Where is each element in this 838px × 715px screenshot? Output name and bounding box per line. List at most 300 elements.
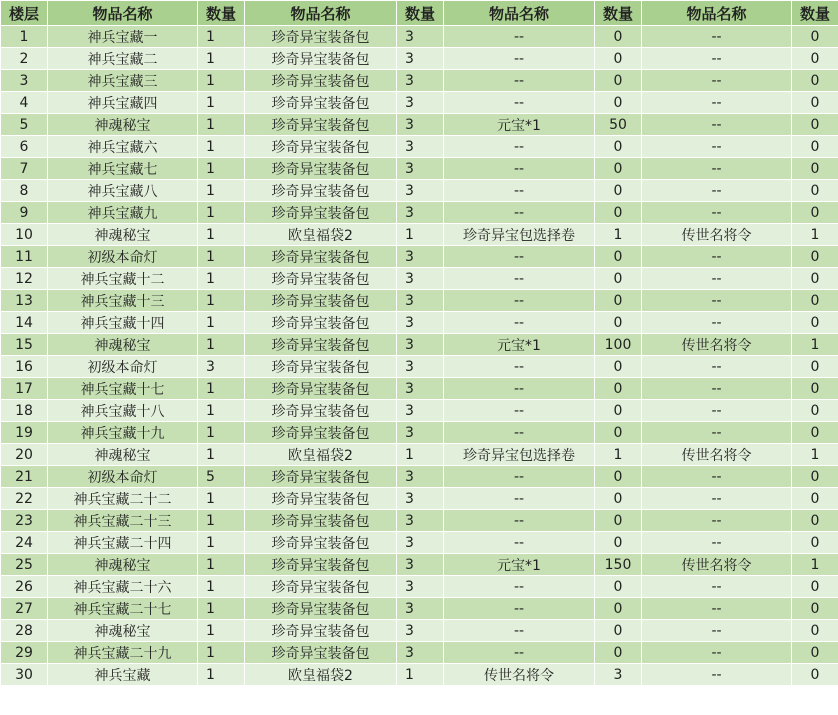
quantity-cell: 0 bbox=[595, 26, 642, 48]
quantity-cell: 3 bbox=[198, 356, 245, 378]
quantity-cell: 0 bbox=[792, 642, 838, 664]
quantity-cell: 1 bbox=[792, 444, 838, 466]
item-name-cell: 神兵宝藏二十二 bbox=[48, 488, 198, 510]
item-name-cell: 珍奇异宝装备包 bbox=[245, 290, 397, 312]
quantity-cell: 5 bbox=[198, 466, 245, 488]
item-name-cell: 珍奇异宝装备包 bbox=[245, 400, 397, 422]
quantity-cell: 1 bbox=[198, 444, 245, 466]
quantity-cell: 1 bbox=[198, 48, 245, 70]
item-name-cell: -- bbox=[642, 422, 792, 444]
quantity-cell: 1 bbox=[198, 180, 245, 202]
table-row bbox=[1, 488, 838, 510]
item-name-cell: -- bbox=[444, 378, 595, 400]
item-name-cell: 珍奇异宝装备包 bbox=[245, 26, 397, 48]
quantity-cell: 1 bbox=[198, 620, 245, 642]
item-name-cell: 珍奇异宝装备包 bbox=[245, 554, 397, 576]
table-row bbox=[1, 620, 838, 642]
quantity-cell: 1 bbox=[198, 312, 245, 334]
quantity-cell: 3 bbox=[397, 114, 444, 136]
quantity-cell: 3 bbox=[397, 488, 444, 510]
quantity-cell: 0 bbox=[595, 642, 642, 664]
item-name-cell: 神兵宝藏 bbox=[48, 664, 198, 686]
quantity-cell: 0 bbox=[595, 92, 642, 114]
quantity-cell: 3 bbox=[595, 664, 642, 686]
item-name-cell: 神兵宝藏十四 bbox=[48, 312, 198, 334]
item-name-cell: -- bbox=[444, 48, 595, 70]
quantity-cell: 1 bbox=[595, 444, 642, 466]
item-name-cell: 珍奇异宝装备包 bbox=[245, 510, 397, 532]
quantity-cell: 1 bbox=[397, 224, 444, 246]
floor-cell: 17 bbox=[1, 378, 48, 400]
quantity-cell: 0 bbox=[595, 378, 642, 400]
floor-cell: 3 bbox=[1, 70, 48, 92]
item-name-cell: 珍奇异宝装备包 bbox=[245, 334, 397, 356]
table-row bbox=[1, 422, 838, 444]
quantity-cell: 0 bbox=[595, 532, 642, 554]
quantity-cell: 0 bbox=[792, 158, 838, 180]
quantity-cell: 0 bbox=[595, 136, 642, 158]
floor-cell: 24 bbox=[1, 532, 48, 554]
quantity-cell: 0 bbox=[595, 466, 642, 488]
item-name-cell: -- bbox=[444, 510, 595, 532]
item-name-cell: -- bbox=[642, 576, 792, 598]
floor-cell: 22 bbox=[1, 488, 48, 510]
item-name-cell: 初级本命灯 bbox=[48, 356, 198, 378]
item-name-cell: 珍奇异宝装备包 bbox=[245, 620, 397, 642]
quantity-cell: 1 bbox=[198, 92, 245, 114]
quantity-cell: 0 bbox=[792, 268, 838, 290]
item-name-cell: 神兵宝藏九 bbox=[48, 202, 198, 224]
item-name-cell: -- bbox=[642, 400, 792, 422]
quantity-cell: 1 bbox=[198, 246, 245, 268]
quantity-cell: 1 bbox=[198, 268, 245, 290]
item-name-cell: -- bbox=[642, 114, 792, 136]
quantity-cell: 3 bbox=[397, 642, 444, 664]
header-item-name-3: 物品名称 bbox=[444, 1, 595, 26]
item-name-cell: 神兵宝藏三 bbox=[48, 70, 198, 92]
item-name-cell: 神兵宝藏十九 bbox=[48, 422, 198, 444]
quantity-cell: 50 bbox=[595, 114, 642, 136]
quantity-cell: 0 bbox=[595, 598, 642, 620]
table-row bbox=[1, 158, 838, 180]
item-name-cell: 珍奇异宝装备包 bbox=[245, 48, 397, 70]
quantity-cell: 1 bbox=[198, 26, 245, 48]
quantity-cell: 1 bbox=[198, 334, 245, 356]
quantity-cell: 3 bbox=[397, 136, 444, 158]
quantity-cell: 0 bbox=[792, 136, 838, 158]
table-row bbox=[1, 334, 838, 356]
item-name-cell: 神兵宝藏二十九 bbox=[48, 642, 198, 664]
table-row bbox=[1, 598, 838, 620]
quantity-cell: 1 bbox=[198, 510, 245, 532]
quantity-cell: 1 bbox=[198, 576, 245, 598]
quantity-cell: 0 bbox=[792, 422, 838, 444]
item-name-cell: 珍奇异宝装备包 bbox=[245, 576, 397, 598]
item-name-cell: 元宝*1 bbox=[444, 114, 595, 136]
item-name-cell: 神兵宝藏十八 bbox=[48, 400, 198, 422]
table-row bbox=[1, 532, 838, 554]
floor-cell: 7 bbox=[1, 158, 48, 180]
table-row bbox=[1, 268, 838, 290]
item-name-cell: -- bbox=[642, 268, 792, 290]
floor-cell: 15 bbox=[1, 334, 48, 356]
quantity-cell: 1 bbox=[198, 202, 245, 224]
item-name-cell: -- bbox=[444, 180, 595, 202]
item-name-cell: -- bbox=[642, 510, 792, 532]
item-name-cell: 神魂秘宝 bbox=[48, 620, 198, 642]
header-item-name-4: 物品名称 bbox=[642, 1, 792, 26]
item-name-cell: 珍奇异宝装备包 bbox=[245, 246, 397, 268]
floor-cell: 9 bbox=[1, 202, 48, 224]
quantity-cell: 1 bbox=[198, 114, 245, 136]
quantity-cell: 1 bbox=[198, 158, 245, 180]
item-name-cell: -- bbox=[444, 92, 595, 114]
floor-cell: 1 bbox=[1, 26, 48, 48]
item-name-cell: 神兵宝藏二 bbox=[48, 48, 198, 70]
table-row bbox=[1, 576, 838, 598]
quantity-cell: 0 bbox=[595, 422, 642, 444]
table-row bbox=[1, 114, 838, 136]
item-name-cell: 神兵宝藏一 bbox=[48, 26, 198, 48]
quantity-cell: 1 bbox=[198, 422, 245, 444]
item-name-cell: -- bbox=[444, 202, 595, 224]
header-quantity-1: 数量 bbox=[198, 1, 245, 26]
quantity-cell: 3 bbox=[397, 400, 444, 422]
floor-cell: 19 bbox=[1, 422, 48, 444]
floor-cell: 28 bbox=[1, 620, 48, 642]
item-name-cell: 神兵宝藏二十七 bbox=[48, 598, 198, 620]
quantity-cell: 3 bbox=[397, 378, 444, 400]
item-name-cell: -- bbox=[642, 136, 792, 158]
floor-cell: 2 bbox=[1, 48, 48, 70]
quantity-cell: 1 bbox=[198, 532, 245, 554]
header-floor: 楼层 bbox=[1, 1, 48, 26]
quantity-cell: 1 bbox=[792, 224, 838, 246]
item-name-cell: 珍奇异宝包选择卷 bbox=[444, 224, 595, 246]
item-name-cell: 神兵宝藏二十三 bbox=[48, 510, 198, 532]
table-row bbox=[1, 26, 838, 48]
quantity-cell: 1 bbox=[198, 488, 245, 510]
item-name-cell: 珍奇异宝装备包 bbox=[245, 598, 397, 620]
quantity-cell: 0 bbox=[792, 180, 838, 202]
quantity-cell: 1 bbox=[198, 598, 245, 620]
item-name-cell: -- bbox=[444, 70, 595, 92]
item-name-cell: -- bbox=[642, 466, 792, 488]
quantity-cell: 3 bbox=[397, 554, 444, 576]
floor-cell: 30 bbox=[1, 664, 48, 686]
item-name-cell: -- bbox=[444, 620, 595, 642]
quantity-cell: 1 bbox=[397, 664, 444, 686]
header-item-name-1: 物品名称 bbox=[48, 1, 198, 26]
quantity-cell: 1 bbox=[595, 224, 642, 246]
table-row bbox=[1, 224, 838, 246]
quantity-cell: 0 bbox=[792, 356, 838, 378]
item-name-cell: -- bbox=[642, 202, 792, 224]
item-name-cell: 珍奇异宝装备包 bbox=[245, 158, 397, 180]
quantity-cell: 0 bbox=[595, 48, 642, 70]
floor-cell: 20 bbox=[1, 444, 48, 466]
floor-cell: 16 bbox=[1, 356, 48, 378]
quantity-cell: 0 bbox=[792, 70, 838, 92]
quantity-cell: 1 bbox=[792, 334, 838, 356]
quantity-cell: 3 bbox=[397, 532, 444, 554]
item-name-cell: -- bbox=[642, 48, 792, 70]
floor-cell: 27 bbox=[1, 598, 48, 620]
item-name-cell: 珍奇异宝包选择卷 bbox=[444, 444, 595, 466]
floor-cell: 23 bbox=[1, 510, 48, 532]
quantity-cell: 0 bbox=[595, 400, 642, 422]
table-row bbox=[1, 180, 838, 202]
quantity-cell: 3 bbox=[397, 598, 444, 620]
header-item-name-2: 物品名称 bbox=[245, 1, 397, 26]
table-row bbox=[1, 136, 838, 158]
floor-cell: 6 bbox=[1, 136, 48, 158]
floor-cell: 26 bbox=[1, 576, 48, 598]
quantity-cell: 3 bbox=[397, 422, 444, 444]
quantity-cell: 3 bbox=[397, 70, 444, 92]
quantity-cell: 0 bbox=[792, 576, 838, 598]
quantity-cell: 1 bbox=[198, 554, 245, 576]
item-name-cell: 珍奇异宝装备包 bbox=[245, 356, 397, 378]
floor-cell: 10 bbox=[1, 224, 48, 246]
quantity-cell: 0 bbox=[792, 664, 838, 686]
item-name-cell: 欧皇福袋2 bbox=[245, 444, 397, 466]
floor-cell: 29 bbox=[1, 642, 48, 664]
quantity-cell: 3 bbox=[397, 26, 444, 48]
quantity-cell: 0 bbox=[595, 312, 642, 334]
floor-cell: 13 bbox=[1, 290, 48, 312]
item-name-cell: -- bbox=[642, 26, 792, 48]
quantity-cell: 0 bbox=[792, 290, 838, 312]
item-name-cell: 珍奇异宝装备包 bbox=[245, 642, 397, 664]
item-name-cell: -- bbox=[642, 290, 792, 312]
item-name-cell: -- bbox=[642, 664, 792, 686]
quantity-cell: 3 bbox=[397, 334, 444, 356]
item-name-cell: 神兵宝藏二十六 bbox=[48, 576, 198, 598]
item-name-cell: 神兵宝藏十七 bbox=[48, 378, 198, 400]
quantity-cell: 0 bbox=[595, 180, 642, 202]
floor-cell: 18 bbox=[1, 400, 48, 422]
quantity-cell: 3 bbox=[397, 466, 444, 488]
quantity-cell: 0 bbox=[792, 48, 838, 70]
quantity-cell: 0 bbox=[595, 620, 642, 642]
item-name-cell: -- bbox=[642, 70, 792, 92]
item-name-cell: 传世名将令 bbox=[642, 224, 792, 246]
item-name-cell: -- bbox=[444, 642, 595, 664]
item-name-cell: 传世名将令 bbox=[642, 444, 792, 466]
quantity-cell: 3 bbox=[397, 180, 444, 202]
quantity-cell: 0 bbox=[792, 532, 838, 554]
item-name-cell: -- bbox=[444, 290, 595, 312]
table-row bbox=[1, 466, 838, 488]
item-name-cell: -- bbox=[642, 642, 792, 664]
quantity-cell: 0 bbox=[792, 620, 838, 642]
item-name-cell: 神魂秘宝 bbox=[48, 334, 198, 356]
quantity-cell: 0 bbox=[792, 246, 838, 268]
quantity-cell: 3 bbox=[397, 312, 444, 334]
floor-cell: 4 bbox=[1, 92, 48, 114]
quantity-cell: 0 bbox=[595, 290, 642, 312]
quantity-cell: 3 bbox=[397, 290, 444, 312]
item-name-cell: -- bbox=[444, 532, 595, 554]
table-row bbox=[1, 400, 838, 422]
quantity-cell: 0 bbox=[792, 26, 838, 48]
item-name-cell: -- bbox=[642, 92, 792, 114]
item-name-cell: -- bbox=[642, 356, 792, 378]
floor-cell: 21 bbox=[1, 466, 48, 488]
floor-cell: 11 bbox=[1, 246, 48, 268]
item-name-cell: -- bbox=[444, 136, 595, 158]
quantity-cell: 0 bbox=[792, 378, 838, 400]
quantity-cell: 0 bbox=[792, 92, 838, 114]
floor-cell: 12 bbox=[1, 268, 48, 290]
quantity-cell: 1 bbox=[198, 400, 245, 422]
quantity-cell: 1 bbox=[198, 664, 245, 686]
item-name-cell: -- bbox=[642, 488, 792, 510]
floor-cell: 5 bbox=[1, 114, 48, 136]
quantity-cell: 1 bbox=[198, 378, 245, 400]
quantity-cell: 3 bbox=[397, 356, 444, 378]
item-name-cell: 珍奇异宝装备包 bbox=[245, 378, 397, 400]
item-name-cell: -- bbox=[444, 598, 595, 620]
quantity-cell: 3 bbox=[397, 576, 444, 598]
item-name-cell: -- bbox=[642, 158, 792, 180]
item-name-cell: -- bbox=[444, 400, 595, 422]
floor-cell: 14 bbox=[1, 312, 48, 334]
item-name-cell: -- bbox=[444, 268, 595, 290]
quantity-cell: 0 bbox=[792, 114, 838, 136]
table-row bbox=[1, 356, 838, 378]
quantity-cell: 0 bbox=[595, 510, 642, 532]
item-name-cell: 神魂秘宝 bbox=[48, 444, 198, 466]
item-name-cell: -- bbox=[444, 246, 595, 268]
item-name-cell: 珍奇异宝装备包 bbox=[245, 202, 397, 224]
quantity-cell: 0 bbox=[595, 576, 642, 598]
item-name-cell: -- bbox=[642, 620, 792, 642]
quantity-cell: 0 bbox=[792, 400, 838, 422]
quantity-cell: 0 bbox=[595, 356, 642, 378]
item-name-cell: -- bbox=[444, 356, 595, 378]
item-name-cell: 珍奇异宝装备包 bbox=[245, 70, 397, 92]
quantity-cell: 1 bbox=[198, 70, 245, 92]
table-row bbox=[1, 444, 838, 466]
item-name-cell: 珍奇异宝装备包 bbox=[245, 92, 397, 114]
item-name-cell: 初级本命灯 bbox=[48, 466, 198, 488]
table-row bbox=[1, 202, 838, 224]
item-name-cell: 传世名将令 bbox=[444, 664, 595, 686]
quantity-cell: 0 bbox=[792, 202, 838, 224]
item-name-cell: 欧皇福袋2 bbox=[245, 664, 397, 686]
item-name-cell: 珍奇异宝装备包 bbox=[245, 532, 397, 554]
quantity-cell: 1 bbox=[198, 290, 245, 312]
item-name-cell: 珍奇异宝装备包 bbox=[245, 466, 397, 488]
quantity-cell: 0 bbox=[595, 70, 642, 92]
quantity-cell: 0 bbox=[595, 488, 642, 510]
item-name-cell: 元宝*1 bbox=[444, 554, 595, 576]
table-body bbox=[1, 26, 838, 686]
item-name-cell: -- bbox=[444, 158, 595, 180]
table-row bbox=[1, 642, 838, 664]
item-name-cell: 元宝*1 bbox=[444, 334, 595, 356]
table-row bbox=[1, 246, 838, 268]
quantity-cell: 0 bbox=[792, 598, 838, 620]
table-row bbox=[1, 312, 838, 334]
table-row bbox=[1, 290, 838, 312]
item-name-cell: 珍奇异宝装备包 bbox=[245, 422, 397, 444]
header-quantity-2: 数量 bbox=[397, 1, 444, 26]
quantity-cell: 0 bbox=[595, 246, 642, 268]
header-row bbox=[1, 1, 838, 26]
item-name-cell: 初级本命灯 bbox=[48, 246, 198, 268]
item-name-cell: -- bbox=[444, 466, 595, 488]
item-name-cell: 珍奇异宝装备包 bbox=[245, 136, 397, 158]
table-row bbox=[1, 378, 838, 400]
table-row bbox=[1, 48, 838, 70]
quantity-cell: 1 bbox=[397, 444, 444, 466]
item-name-cell: 神魂秘宝 bbox=[48, 114, 198, 136]
item-name-cell: 神兵宝藏二十四 bbox=[48, 532, 198, 554]
quantity-cell: 0 bbox=[792, 312, 838, 334]
quantity-cell: 1 bbox=[198, 224, 245, 246]
quantity-cell: 3 bbox=[397, 620, 444, 642]
item-name-cell: 神兵宝藏六 bbox=[48, 136, 198, 158]
item-name-cell: -- bbox=[642, 532, 792, 554]
item-name-cell: 传世名将令 bbox=[642, 554, 792, 576]
item-name-cell: 神兵宝藏四 bbox=[48, 92, 198, 114]
quantity-cell: 3 bbox=[397, 202, 444, 224]
item-name-cell: -- bbox=[642, 312, 792, 334]
item-name-cell: 珍奇异宝装备包 bbox=[245, 114, 397, 136]
item-name-cell: 传世名将令 bbox=[642, 334, 792, 356]
quantity-cell: 0 bbox=[595, 158, 642, 180]
item-name-cell: 珍奇异宝装备包 bbox=[245, 180, 397, 202]
item-name-cell: 欧皇福袋2 bbox=[245, 224, 397, 246]
item-name-cell: 神兵宝藏七 bbox=[48, 158, 198, 180]
table-row bbox=[1, 92, 838, 114]
item-name-cell: -- bbox=[444, 26, 595, 48]
item-name-cell: 神魂秘宝 bbox=[48, 224, 198, 246]
header-quantity-4: 数量 bbox=[792, 1, 838, 26]
item-name-cell: 神兵宝藏十三 bbox=[48, 290, 198, 312]
item-name-cell: -- bbox=[642, 246, 792, 268]
quantity-cell: 1 bbox=[792, 554, 838, 576]
quantity-cell: 0 bbox=[792, 488, 838, 510]
quantity-cell: 0 bbox=[595, 202, 642, 224]
floor-cell: 25 bbox=[1, 554, 48, 576]
table-row bbox=[1, 70, 838, 92]
quantity-cell: 3 bbox=[397, 92, 444, 114]
item-name-cell: -- bbox=[642, 378, 792, 400]
quantity-cell: 0 bbox=[792, 510, 838, 532]
quantity-cell: 100 bbox=[595, 334, 642, 356]
quantity-cell: 3 bbox=[397, 510, 444, 532]
item-name-cell: 神兵宝藏八 bbox=[48, 180, 198, 202]
item-name-cell: -- bbox=[642, 180, 792, 202]
quantity-cell: 1 bbox=[198, 642, 245, 664]
quantity-cell: 1 bbox=[198, 136, 245, 158]
quantity-cell: 3 bbox=[397, 268, 444, 290]
floor-cell: 8 bbox=[1, 180, 48, 202]
item-name-cell: 神兵宝藏十二 bbox=[48, 268, 198, 290]
header-quantity-3: 数量 bbox=[595, 1, 642, 26]
quantity-cell: 0 bbox=[595, 268, 642, 290]
table-row bbox=[1, 554, 838, 576]
quantity-cell: 3 bbox=[397, 158, 444, 180]
quantity-cell: 3 bbox=[397, 246, 444, 268]
table-row bbox=[1, 664, 838, 686]
quantity-cell: 3 bbox=[397, 48, 444, 70]
quantity-cell: 150 bbox=[595, 554, 642, 576]
